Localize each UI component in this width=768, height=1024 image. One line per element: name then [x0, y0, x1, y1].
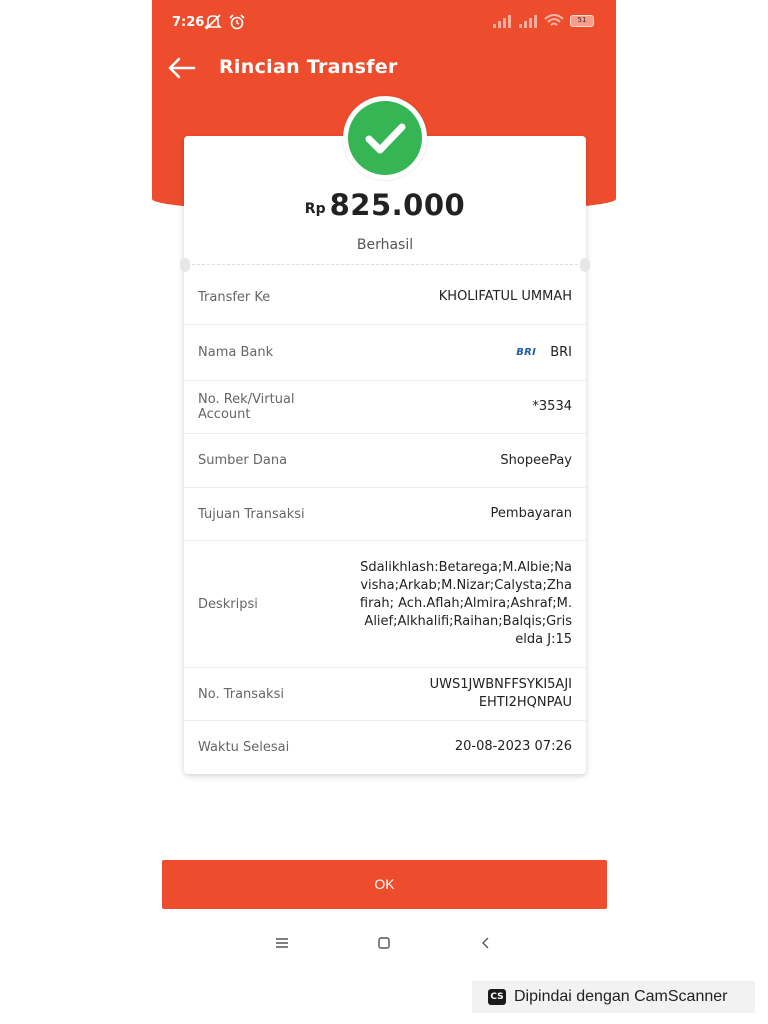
checkmark-icon: [348, 101, 422, 175]
status-bar: [152, 0, 616, 46]
detail-row-source: [184, 434, 586, 488]
detail-value: *3534: [532, 399, 572, 414]
phone-screen: [152, 0, 616, 965]
transaction-status: Berhasil: [356, 237, 414, 253]
camscanner-watermark: [472, 981, 755, 1013]
status-left-icons: [204, 14, 246, 30]
camscanner-logo-icon: CS: [488, 989, 506, 1005]
bank-value: [348, 344, 572, 362]
detail-label: Tujuan Transaksi: [198, 506, 305, 522]
currency-label: Rp: [304, 201, 326, 217]
detail-value: Sdalikhlash:Betarega;M.Albie;Navisha;Arkab;M.Nizar;Calysta;Zhafirah; Ach.Aflah;Almira;Ashraf;M.Alief;Alkhalifi;Raihan;Balqis;Griselda J:15: [359, 560, 572, 647]
detail-value: UWS1JWBNFFSYKI5AJIEHTI2HQNPAU: [429, 677, 572, 710]
recent-apps-button[interactable]: [270, 932, 294, 954]
status-time: 7:26: [172, 15, 205, 30]
system-navigation-bar: [152, 926, 616, 960]
detail-label: No. Rek/Virtual Account: [198, 392, 295, 422]
success-check-circle: [348, 101, 422, 175]
alarm-icon: [228, 14, 246, 30]
dashed-divider: [192, 264, 578, 265]
amount-value: 825.000: [329, 188, 466, 222]
detail-label: Sumber Dana: [198, 453, 288, 468]
menu-icon: [275, 937, 289, 949]
square-icon: [377, 936, 391, 950]
detail-value: Pembayaran: [490, 506, 572, 521]
detail-label: Deskripsi: [198, 596, 258, 612]
watermark-text: Dipindai dengan CamScanner: [514, 988, 728, 1005]
detail-row-transaction-id: [184, 668, 586, 721]
status-right-icons: [492, 14, 594, 28]
success-badge: [343, 96, 427, 180]
detail-list: [184, 270, 586, 773]
detail-row-recipient: [184, 270, 586, 325]
detail-value: BRI: [550, 344, 572, 360]
back-button[interactable]: [166, 54, 198, 82]
page-title: Rincian Transfer: [219, 56, 398, 78]
signal-icon: [518, 14, 538, 28]
amount-display: [184, 188, 586, 222]
detail-label: Waktu Selesai: [198, 739, 290, 755]
detail-label: No. Transaksi: [198, 686, 284, 702]
wifi-icon: [544, 14, 564, 28]
detail-row-bank: [184, 325, 586, 381]
app-bar: [152, 46, 616, 90]
detail-row-completed-time: [184, 721, 586, 773]
arrow-left-icon: [166, 54, 198, 82]
transfer-receipt-card: [184, 136, 586, 774]
detail-label: Transfer Ke: [198, 289, 271, 305]
chevron-left-icon: [480, 936, 492, 950]
signal-icon: [492, 14, 512, 28]
home-button[interactable]: [372, 932, 396, 954]
detail-value: ShopeePay: [500, 452, 572, 468]
detail-value: KHOLIFATUL UMMAH: [438, 289, 572, 304]
system-back-button[interactable]: [474, 932, 498, 954]
detail-row-account: [184, 381, 586, 434]
detail-value: 20-08-2023 07:26: [454, 739, 572, 754]
battery-icon: 51: [570, 15, 594, 27]
ok-button[interactable]: OK: [162, 860, 607, 909]
bri-logo-icon: BRI: [516, 346, 537, 358]
detail-row-description: [184, 541, 586, 668]
mute-icon: [204, 14, 222, 30]
detail-label: Nama Bank: [198, 345, 274, 360]
detail-row-purpose: [184, 488, 586, 541]
